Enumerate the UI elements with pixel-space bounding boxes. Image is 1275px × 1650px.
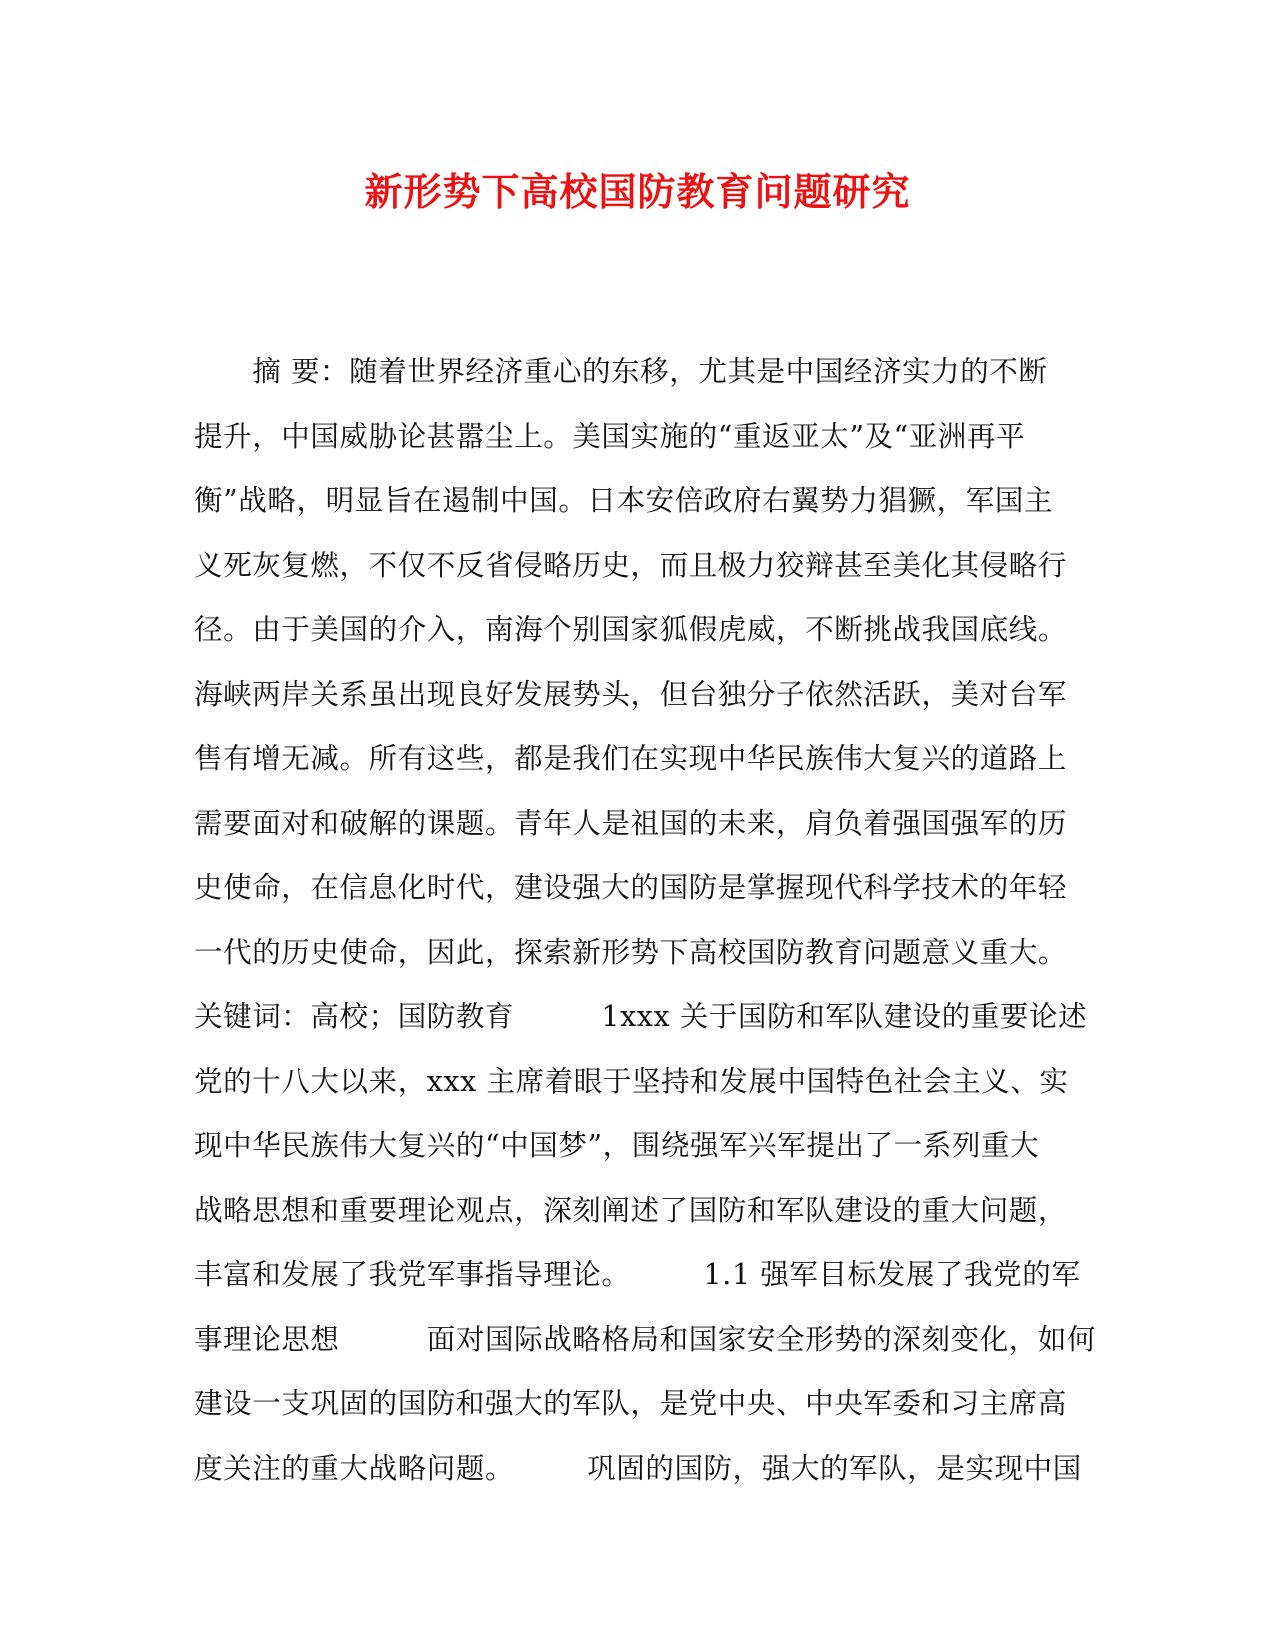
body-line: 建设一支巩固的国防和强大的军队，是党中央、中央军委和习主席高 bbox=[194, 1387, 1068, 1420]
body-line: 售有增无减。所有这些，都是我们在实现中华民族伟大复兴的道路上 bbox=[194, 742, 1068, 775]
body-line: 衡”战略，明显旨在遏制中国。日本安倍政府右翼势力猖獗，军国主 bbox=[194, 484, 1054, 517]
document-body bbox=[194, 340, 1097, 1501]
body-line: 义死灰复燃，不仅不反省侵略历史，而且极力狡辩甚至美化其侵略行 bbox=[194, 548, 1068, 582]
document-title: 新形势下高校国防教育问题研究 bbox=[364, 169, 911, 214]
body-line: 需要面对和破解的课题。青年人是祖国的未来，肩负着强国强军的历 bbox=[194, 806, 1068, 840]
body-line: 现中华民族伟大复兴的“中国梦”，围绕强军兴军提出了一系列重大 bbox=[194, 1129, 1040, 1162]
body-line: 丰富和发展了我党军事指导理论。 1.1 强军目标发展了我党的军 bbox=[194, 1258, 1081, 1291]
body-line: 海峡两岸关系虽出现良好发展势头，但台独分子依然活跃，美对台军 bbox=[194, 677, 1068, 711]
body-line: 一代的历史使命，因此，探索新形势下高校国防教育问题意义重大。 bbox=[194, 935, 1068, 969]
body-line: 径。由于美国的介入，南海个别国家狐假虎威，不断挑战我国底线。 bbox=[194, 613, 1068, 646]
body-line: 提升，中国威胁论甚嚣尘上。美国实施的“重返亚太”及“亚洲再平 bbox=[194, 419, 1026, 453]
body-line: 史使命，在信息化时代，建设强大的国防是掌握现代科学技术的年轻 bbox=[194, 871, 1068, 904]
body-line: 摘 要：随着世界经济重心的东移，尤其是中国经济实力的不断 bbox=[194, 355, 1048, 388]
body-line: 度关注的重大战略问题。 巩固的国防，强大的军队，是实现中国 bbox=[194, 1451, 1082, 1485]
body-line: 战略思想和重要理论观点，深刻阐述了国防和军队建设的重大问题， bbox=[194, 1193, 1068, 1227]
body-line: 党的十八大以来，xxx 主席着眼于坚持和发展中国特色社会主义、实 bbox=[194, 1064, 1069, 1098]
body-line: 事理论思想 面对国际战略格局和国家安全形势的深刻变化，如何 bbox=[194, 1322, 1097, 1356]
body-line: 关键词：高校；国防教育 1xxx 关于国防和军队建设的重要论述 bbox=[194, 1000, 1088, 1033]
